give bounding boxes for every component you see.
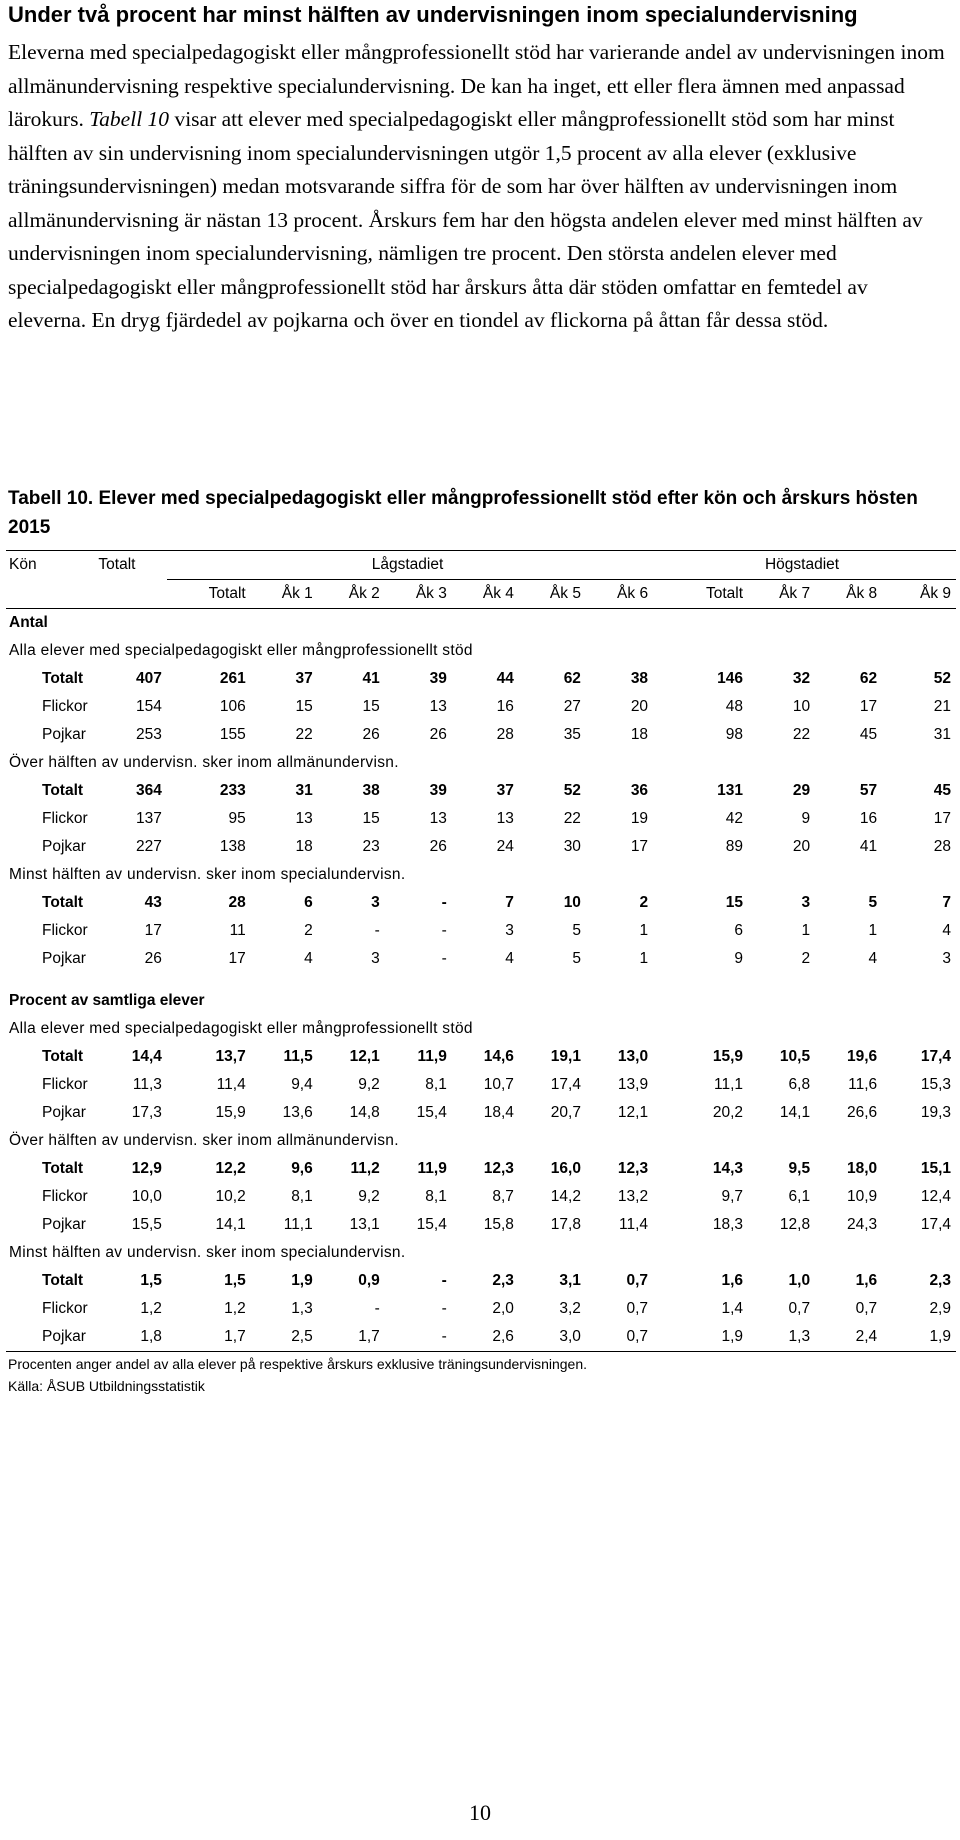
table-cell: 2,0 xyxy=(492,1300,514,1317)
table-cell: 3 xyxy=(942,950,951,967)
table-cell: 20,2 xyxy=(712,1104,744,1121)
table-cell: - xyxy=(374,1300,380,1317)
table-cell: 4 xyxy=(505,950,514,967)
table-cell: 43 xyxy=(144,894,162,911)
table-cell: 16 xyxy=(859,810,878,827)
table-row xyxy=(6,833,956,861)
table-cell: 12,3 xyxy=(617,1160,649,1177)
table-row xyxy=(6,721,956,749)
table-footnote: Procenten anger andel av alla elever på respektive årskurs exklusive träningsundervisningen. xyxy=(8,1356,587,1372)
table-cell: 13 xyxy=(429,810,447,827)
table-cell: 14,6 xyxy=(483,1048,514,1065)
section-title: Procent av samtliga elever xyxy=(9,992,205,1009)
table-cell: 13 xyxy=(295,810,313,827)
table-row xyxy=(6,1071,956,1099)
table-cell: 19,1 xyxy=(550,1048,581,1065)
table-cell: 3,0 xyxy=(519,1323,586,1352)
table-row xyxy=(6,889,956,917)
table-cell: 1,6 xyxy=(855,1272,878,1289)
subheader-cell: Åk 9 xyxy=(882,580,956,609)
table-row xyxy=(6,1043,956,1071)
table-cell: 45 xyxy=(859,726,878,743)
table-cell: 12,1 xyxy=(349,1048,380,1065)
table-cell: 3 xyxy=(505,922,514,939)
table-cell: 11,6 xyxy=(848,1076,878,1093)
table-notes xyxy=(8,1356,587,1394)
row-label: Flickor xyxy=(42,1300,88,1317)
table-cell: 35 xyxy=(563,726,581,743)
table-cell: 7 xyxy=(942,894,951,911)
section-heading: Under två procent har minst hälften av undervisningen inom specialundervisning xyxy=(8,2,858,27)
table-cell: - xyxy=(441,950,447,967)
table-cell: 17,3 xyxy=(131,1104,162,1121)
table-reference: Tabell 10 xyxy=(89,107,170,131)
statistics-table-wrapper xyxy=(6,550,956,1352)
table-cell: 18,0 xyxy=(846,1160,878,1177)
table-cell: 18,3 xyxy=(712,1216,744,1233)
table-cell: 11,1 xyxy=(714,1076,744,1093)
table-cell: 1,0 xyxy=(788,1272,811,1289)
table-cell: 12,3 xyxy=(483,1160,514,1177)
table-cell: 13,1 xyxy=(349,1216,380,1233)
table-cell: 26 xyxy=(429,838,447,855)
table-cell: 15,9 xyxy=(215,1104,246,1121)
table-cell: 37 xyxy=(295,670,313,687)
header-row-1 xyxy=(6,551,956,580)
table-cell: 4 xyxy=(304,950,313,967)
table-cell: 15,4 xyxy=(416,1216,447,1233)
section-title: Antal xyxy=(9,614,48,631)
table-cell: 261 xyxy=(219,670,246,687)
table-source: Källa: ÅSUB Utbildningsstatistik xyxy=(8,1378,205,1394)
table-cell: 14,1 xyxy=(215,1216,246,1233)
table-cell: 19,3 xyxy=(920,1104,951,1121)
table-cell: 38 xyxy=(630,670,649,687)
table-row xyxy=(6,1183,956,1211)
table-cell: 16 xyxy=(496,698,514,715)
table-cell: 15 xyxy=(295,698,313,715)
table-cell: 8,1 xyxy=(425,1188,447,1205)
table-cell: 62 xyxy=(859,670,878,687)
table-cell: 9,2 xyxy=(358,1076,380,1093)
table-cell: 15 xyxy=(725,894,744,911)
table-cell: 1,5 xyxy=(224,1272,246,1289)
table-cell: 1,3 xyxy=(748,1323,815,1352)
table-cell: 2,6 xyxy=(452,1323,519,1352)
row-label: Pojkar xyxy=(42,838,86,855)
table-cell: 14,8 xyxy=(349,1104,380,1121)
table-row xyxy=(6,777,956,805)
group-title: Minst hälften av undervisn. sker inom specialundervisn. xyxy=(9,1244,406,1261)
table-cell: 2,3 xyxy=(929,1272,951,1289)
table-cell: 1,2 xyxy=(224,1300,246,1317)
table-cell: 0,7 xyxy=(626,1300,649,1317)
table-cell: 17 xyxy=(933,810,951,827)
group-title: Över hälften av undervisn. sker inom allmänundervisn. xyxy=(9,1132,399,1149)
table-cell: 4 xyxy=(868,950,878,967)
table-row xyxy=(6,1323,956,1352)
table-cell: 11,9 xyxy=(417,1160,447,1177)
table-cell: - xyxy=(441,1272,447,1289)
group-title: Alla elever med specialpedagogiskt eller mångprofessionellt stöd xyxy=(9,1020,473,1037)
table-cell: 12,2 xyxy=(215,1160,246,1177)
table-cell: 11 xyxy=(229,922,246,939)
table-cell: 154 xyxy=(136,698,162,715)
table-cell: 15,5 xyxy=(131,1216,162,1233)
table-cell: 13 xyxy=(496,810,514,827)
table-cell: 28 xyxy=(933,838,951,855)
table-cell: 20 xyxy=(630,698,649,715)
table-cell: 5 xyxy=(572,922,581,939)
table-cell: 6,8 xyxy=(788,1076,811,1093)
table-cell: 13,7 xyxy=(215,1048,246,1065)
table-cell: 32 xyxy=(792,670,811,687)
table-cell: 10,2 xyxy=(215,1188,246,1205)
table-cell: 2,9 xyxy=(929,1300,951,1317)
table-cell: 17 xyxy=(630,838,649,855)
table-cell: 42 xyxy=(725,810,744,827)
subheader-cell: Åk 1 xyxy=(251,580,318,609)
table-cell: 31 xyxy=(295,782,313,799)
table-cell: 22 xyxy=(792,726,811,743)
table-cell: 10,9 xyxy=(846,1188,878,1205)
table-cell: 48 xyxy=(725,698,744,715)
paragraph-text-2: visar att elever med specialpedagogiskt eller mångprofessionellt stöd som har minst hälften av sin undervisning inom specialundervisningen utgör 1,5 procent av alla elever (exklusive träningsundervisningen) medan motsvarande siffra för de som har över hälften av undervisningen inom allmänundervisning är nästan 13 procent. Årskurs fem har den högsta andelen elever med minst hälften av undervisningen inom specialundervisning, nämligen tre procent. Den största andelen elever med specialpedagogiskt eller mångprofessionellt stöd har årskurs åtta där stöden omfattar en femtedel av eleverna. En dryg fjärdedel av pojkarna och över en tiondel av flickorna på åttan får dessa stöd. xyxy=(8,107,923,332)
table-cell: 39 xyxy=(429,782,447,799)
table-row xyxy=(6,1211,956,1239)
table-cell: 26,6 xyxy=(846,1104,878,1121)
section-spacer xyxy=(6,973,956,987)
table-cell: 13,6 xyxy=(282,1104,313,1121)
table-cell: 1,5 xyxy=(140,1272,162,1289)
table-cell: 89 xyxy=(725,838,744,855)
table-row xyxy=(6,1155,956,1183)
row-label: Flickor xyxy=(42,1076,88,1093)
group-title-row xyxy=(6,1127,956,1155)
header-lagstadiet: Lågstadiet xyxy=(167,551,653,580)
table-row xyxy=(6,945,956,973)
table-cell: 17,8 xyxy=(550,1216,581,1233)
table-cell: 1,3 xyxy=(291,1300,313,1317)
row-label: Pojkar xyxy=(6,1323,95,1352)
table-cell: 16,0 xyxy=(550,1160,581,1177)
table-cell: 6 xyxy=(734,922,744,939)
table-cell: 1 xyxy=(868,922,878,939)
table-cell: 18,4 xyxy=(483,1104,514,1121)
table-cell: 12,4 xyxy=(920,1188,951,1205)
table-cell: 22 xyxy=(295,726,313,743)
table-cell: 8,1 xyxy=(291,1188,313,1205)
table-cell: 98 xyxy=(725,726,744,743)
page-number: 10 xyxy=(469,1800,491,1825)
table-cell: 27 xyxy=(563,698,581,715)
group-title-row xyxy=(6,637,956,665)
table-cell: 2,5 xyxy=(251,1323,318,1352)
table-cell: 26 xyxy=(429,726,447,743)
header-hogstadiet: Högstadiet xyxy=(653,551,956,580)
table-cell: 17,4 xyxy=(920,1216,951,1233)
table-cell: 9,7 xyxy=(721,1188,744,1205)
table-cell: 14,4 xyxy=(131,1048,162,1065)
group-title: Minst hälften av undervisn. sker inom specialundervisn. xyxy=(9,866,406,883)
table-cell: 138 xyxy=(219,838,246,855)
table-cell: 14,1 xyxy=(779,1104,811,1121)
table-row xyxy=(6,693,956,721)
row-label: Totalt xyxy=(42,782,84,799)
row-label: Totalt xyxy=(42,670,84,687)
table-cell: 15,9 xyxy=(712,1048,744,1065)
body-paragraph xyxy=(8,36,948,338)
table-cell: 2 xyxy=(639,894,649,911)
row-label: Pojkar xyxy=(42,726,86,743)
table-cell: 0,7 xyxy=(626,1272,649,1289)
table-cell: 24,3 xyxy=(846,1216,878,1233)
section-title-row xyxy=(6,987,956,1015)
table-cell: 233 xyxy=(219,782,246,799)
subheader-cell: Totalt xyxy=(167,580,251,609)
table-cell: 17,4 xyxy=(920,1048,951,1065)
table-cell: 19,6 xyxy=(846,1048,878,1065)
table-cell: 38 xyxy=(362,782,380,799)
table-cell: - xyxy=(441,922,447,939)
table-cell: 10 xyxy=(563,894,581,911)
table-cell: 26 xyxy=(362,726,380,743)
table-cell: 20,7 xyxy=(550,1104,581,1121)
table-cell: 9,2 xyxy=(358,1188,380,1205)
table-cell: 11,4 xyxy=(619,1216,649,1233)
table-cell: 9,6 xyxy=(291,1160,313,1177)
table-cell: 15,4 xyxy=(416,1104,447,1121)
subheader-cell: Åk 6 xyxy=(586,580,653,609)
table-row xyxy=(6,917,956,945)
group-title-row xyxy=(6,1239,956,1267)
table-cell: 95 xyxy=(228,810,246,827)
row-label: Pojkar xyxy=(42,1216,86,1233)
section-title-row xyxy=(6,609,956,638)
row-label: Flickor xyxy=(42,922,88,939)
table-cell: 29 xyxy=(792,782,811,799)
table-cell: 28 xyxy=(228,894,246,911)
table-cell: 17,4 xyxy=(550,1076,581,1093)
table-cell: 137 xyxy=(136,810,162,827)
table-cell: 11,3 xyxy=(132,1076,162,1093)
table-cell: 1,8 xyxy=(95,1323,167,1352)
table-cell: 41 xyxy=(362,670,380,687)
table-cell: 4 xyxy=(942,922,951,939)
table-cell: 52 xyxy=(933,670,951,687)
table-cell: 407 xyxy=(136,670,162,687)
table-cell: 2,4 xyxy=(815,1323,882,1352)
table-row xyxy=(6,1099,956,1127)
table-cell: 30 xyxy=(563,838,581,855)
table-cell: 1 xyxy=(639,922,649,939)
table-caption: Tabell 10. Elever med specialpedagogiskt eller mångprofessionellt stöd efter kön och årskurs hösten 2015 xyxy=(8,488,918,538)
subheader-cell: Totalt xyxy=(653,580,748,609)
subheader-cell: Åk 5 xyxy=(519,580,586,609)
table-cell: 10,0 xyxy=(131,1188,162,1205)
group-title-row xyxy=(6,1015,956,1043)
table-cell: 12,9 xyxy=(131,1160,162,1177)
table-cell: 15 xyxy=(362,698,380,715)
table-cell: 15,3 xyxy=(920,1076,951,1093)
subheader-cell: Åk 8 xyxy=(815,580,882,609)
table-cell: 36 xyxy=(630,782,649,799)
header-kon: Kön xyxy=(6,551,95,580)
table-cell: 253 xyxy=(136,726,162,743)
table-cell: 227 xyxy=(136,838,162,855)
table-cell: 12,1 xyxy=(617,1104,649,1121)
table-cell: 28 xyxy=(496,726,514,743)
table-cell: 3 xyxy=(801,894,811,911)
table-cell: 6,1 xyxy=(788,1188,811,1205)
table-cell: 2 xyxy=(304,922,313,939)
table-cell: 10 xyxy=(792,698,811,715)
table-cell: 0,7 xyxy=(586,1323,653,1352)
table-cell: 8,1 xyxy=(425,1076,447,1093)
subheader-cell: Åk 4 xyxy=(452,580,519,609)
table-cell: 8,7 xyxy=(492,1188,514,1205)
table-cell: 62 xyxy=(563,670,581,687)
table-cell: - xyxy=(374,922,380,939)
table-cell: 7 xyxy=(505,894,514,911)
table-cell: - xyxy=(441,1300,447,1317)
table-cell: 9,5 xyxy=(788,1160,811,1177)
table-row xyxy=(6,1267,956,1295)
subheader-cell: Åk 3 xyxy=(385,580,452,609)
statistics-table xyxy=(6,550,956,1352)
table-cell: 9,4 xyxy=(291,1076,313,1093)
table-cell: 9 xyxy=(801,810,811,827)
row-label: Flickor xyxy=(42,1188,88,1205)
table-cell: - xyxy=(441,894,447,911)
table-cell: 19 xyxy=(630,810,649,827)
row-label: Flickor xyxy=(42,698,88,715)
table-cell: 131 xyxy=(717,782,744,799)
table-cell: 23 xyxy=(362,838,380,855)
table-cell: 2,3 xyxy=(492,1272,514,1289)
table-cell: 146 xyxy=(717,670,744,687)
table-cell: - xyxy=(385,1323,452,1352)
table-cell: 13,9 xyxy=(617,1076,649,1093)
table-cell: 3 xyxy=(371,894,380,911)
row-label: Totalt xyxy=(42,1272,84,1289)
table-cell: 44 xyxy=(496,670,514,687)
spacer-cell xyxy=(6,973,956,987)
table-cell: 18 xyxy=(295,838,313,855)
table-cell: 1,4 xyxy=(721,1300,744,1317)
table-row xyxy=(6,805,956,833)
table-cell: 41 xyxy=(859,838,878,855)
row-label: Flickor xyxy=(42,810,88,827)
table-cell: 12,8 xyxy=(779,1216,811,1233)
row-label: Pojkar xyxy=(42,1104,86,1121)
table-cell: 1 xyxy=(639,950,649,967)
table-cell: 17 xyxy=(859,698,878,715)
table-cell: 15,8 xyxy=(483,1216,514,1233)
table-cell: 10,7 xyxy=(483,1076,514,1093)
table-cell: 3,1 xyxy=(559,1272,581,1289)
row-label: Pojkar xyxy=(42,950,86,967)
table-cell: 1,7 xyxy=(318,1323,385,1352)
group-title: Alla elever med specialpedagogiskt eller mångprofessionellt stöd xyxy=(9,642,473,659)
table-cell: 9 xyxy=(734,950,744,967)
table-cell: 2 xyxy=(801,950,811,967)
table-cell: 15 xyxy=(362,810,380,827)
table-cell: 1,9 xyxy=(882,1323,956,1352)
table-cell: 22 xyxy=(563,810,581,827)
table-cell: 18 xyxy=(630,726,649,743)
subheader-cell: Åk 7 xyxy=(748,580,815,609)
table-cell: 11,1 xyxy=(283,1216,313,1233)
table-cell: 20 xyxy=(792,838,811,855)
table-cell: 31 xyxy=(933,726,951,743)
table-cell: 11,2 xyxy=(350,1160,380,1177)
table-cell: 17 xyxy=(228,950,246,967)
table-cell: 364 xyxy=(136,782,162,799)
table-cell: 6 xyxy=(304,894,313,911)
header-totalt: Totalt xyxy=(95,551,167,580)
header-row-2 xyxy=(6,580,956,609)
table-cell: 14,3 xyxy=(712,1160,744,1177)
table-cell: 1,7 xyxy=(167,1323,251,1352)
table-cell: 1,9 xyxy=(291,1272,313,1289)
group-title-row xyxy=(6,861,956,889)
table-row xyxy=(6,665,956,693)
paragraph-text-1: Eleverna med specialpedagogiskt eller mångprofessionellt stöd har varierande andel av undervisningen inom allmänundervisning respektive specialundervisning. De kan ha inget, ett eller flera ämnen med anpassad lärokurs. xyxy=(8,40,945,131)
table-cell: 11,4 xyxy=(216,1076,246,1093)
table-cell: 1,2 xyxy=(140,1300,162,1317)
table-cell: 14,2 xyxy=(550,1188,581,1205)
table-cell: 0,7 xyxy=(788,1300,811,1317)
table-cell: 0,7 xyxy=(855,1300,878,1317)
group-title: Över hälften av undervisn. sker inom allmänundervisn. xyxy=(9,754,399,771)
group-title-row xyxy=(6,749,956,777)
table-cell: 13,2 xyxy=(617,1188,649,1205)
table-cell: 45 xyxy=(933,782,951,799)
table-cell: 106 xyxy=(219,698,246,715)
table-cell: 5 xyxy=(868,894,878,911)
table-cell: 3 xyxy=(371,950,380,967)
table-cell: 13 xyxy=(429,698,447,715)
row-label: Totalt xyxy=(42,1160,84,1177)
table-row xyxy=(6,1295,956,1323)
table-cell: 11,9 xyxy=(417,1048,447,1065)
table-cell: 37 xyxy=(496,782,514,799)
table-cell: 39 xyxy=(429,670,447,687)
row-label: Totalt xyxy=(42,894,84,911)
table-cell: 24 xyxy=(496,838,514,855)
table-cell: 1,9 xyxy=(653,1323,748,1352)
table-cell: 0,9 xyxy=(358,1272,380,1289)
table-cell: 57 xyxy=(859,782,878,799)
table-cell: 13,0 xyxy=(617,1048,649,1065)
table-cell: 52 xyxy=(563,782,581,799)
table-cell: 26 xyxy=(144,950,162,967)
table-cell: 5 xyxy=(572,950,581,967)
table-cell: 17 xyxy=(144,922,162,939)
table-cell: 10,5 xyxy=(779,1048,811,1065)
table-cell: 11,5 xyxy=(283,1048,313,1065)
table-cell: 15,1 xyxy=(920,1160,951,1177)
table-cell: 1,6 xyxy=(721,1272,744,1289)
table-cell: 155 xyxy=(219,726,246,743)
table-cell: 21 xyxy=(933,698,951,715)
subheader-cell: Åk 2 xyxy=(318,580,385,609)
table-cell: 1 xyxy=(801,922,811,939)
row-label: Totalt xyxy=(42,1048,84,1065)
table-cell: 3,2 xyxy=(559,1300,581,1317)
